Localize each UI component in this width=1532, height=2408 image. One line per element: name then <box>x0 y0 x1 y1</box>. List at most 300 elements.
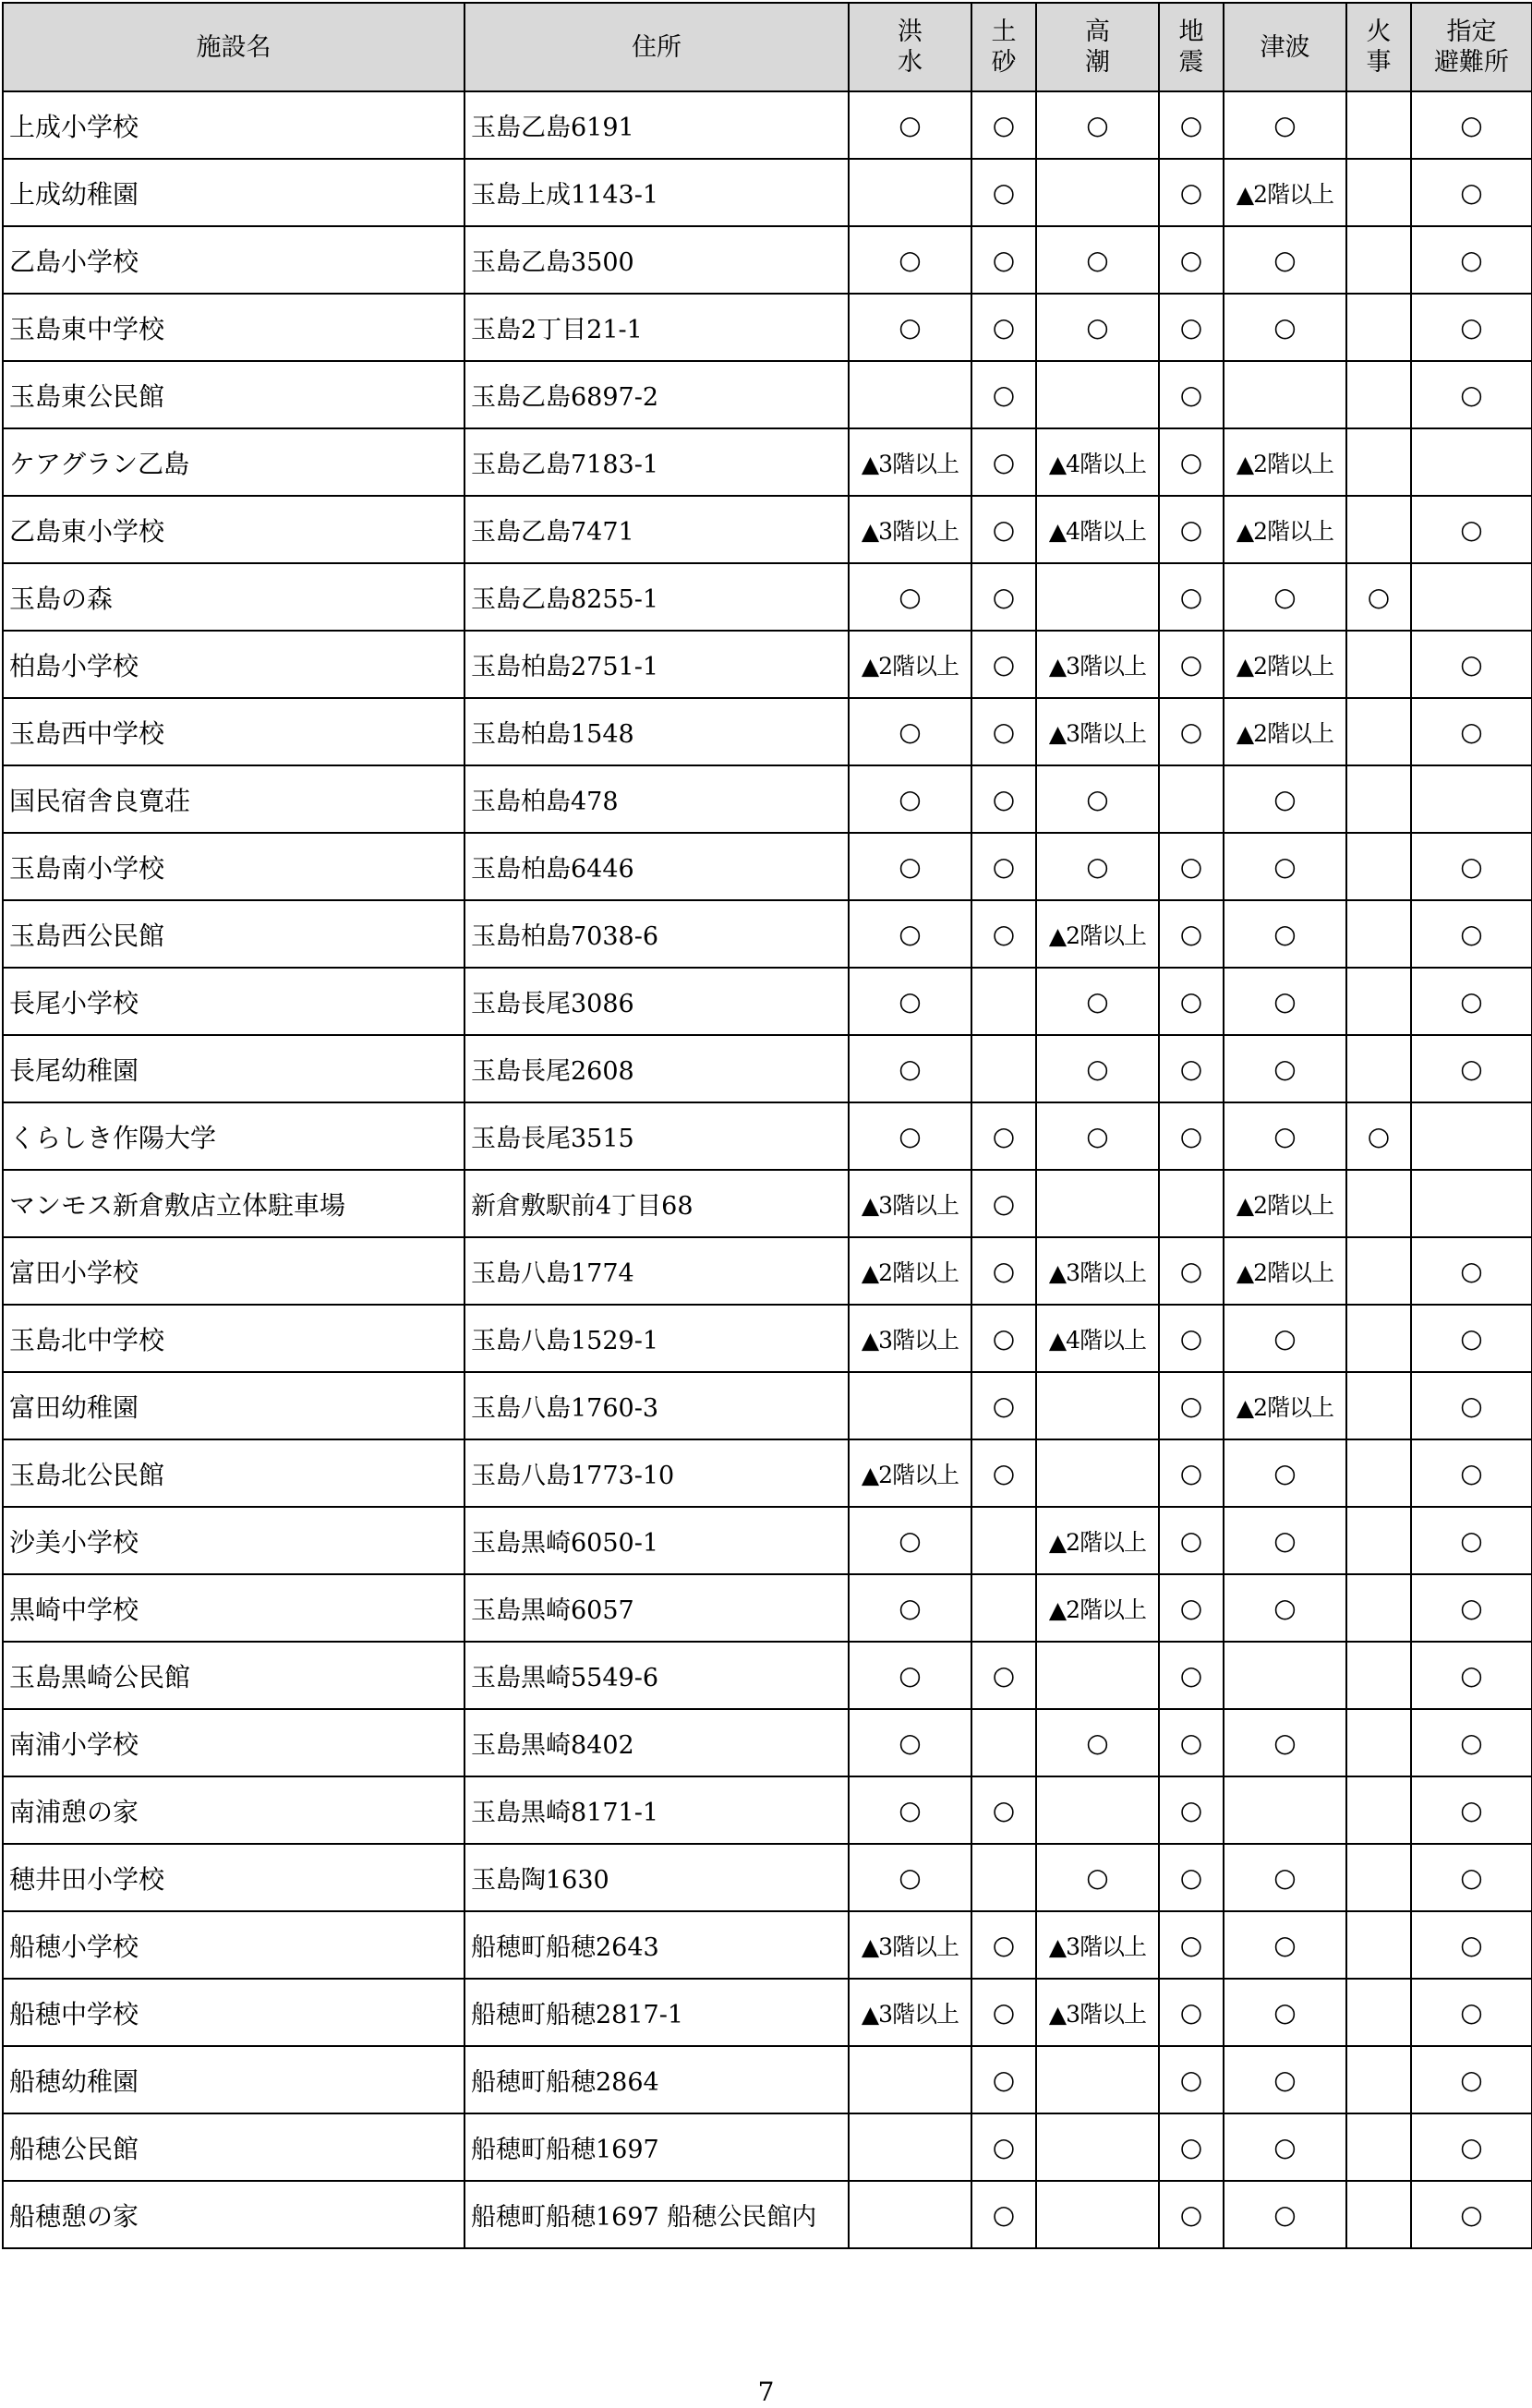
tsunami-cell: ○ <box>1224 91 1346 159</box>
flood-cell: ○ <box>849 226 971 294</box>
fire-cell <box>1346 1642 1411 1709</box>
earthquake-cell: ○ <box>1159 1237 1224 1305</box>
fire-cell <box>1346 833 1411 900</box>
flood-cell <box>849 2181 971 2248</box>
header-label-line: 潮 <box>1085 48 1110 77</box>
table-row <box>3 2181 1532 2248</box>
storm-surge-cell <box>1036 1642 1159 1709</box>
header-label-line: 水 <box>898 48 923 77</box>
address-cell: 玉島乙島7471 <box>464 496 849 563</box>
address-cell: 玉島乙島6897-2 <box>464 361 849 428</box>
landslide-cell: ○ <box>971 765 1036 833</box>
tsunami-cell: ○ <box>1224 1035 1346 1102</box>
landslide-cell: ○ <box>971 1170 1036 1237</box>
fire-cell <box>1346 1844 1411 1911</box>
tsunami-cell: ○ <box>1224 1979 1346 2046</box>
earthquake-cell: ○ <box>1159 1844 1224 1911</box>
earthquake-cell: ○ <box>1159 1372 1224 1439</box>
designated-shelter-cell <box>1411 563 1532 631</box>
designated-shelter-cell: ○ <box>1411 968 1532 1035</box>
tsunami-cell: ○ <box>1224 968 1346 1035</box>
landslide-cell: ○ <box>971 1776 1036 1844</box>
flood-cell: ○ <box>849 698 971 765</box>
facility-name-cell: 船穂公民館 <box>3 2113 464 2181</box>
landslide-cell: ○ <box>971 91 1036 159</box>
table-row <box>3 900 1532 968</box>
earthquake-cell: ○ <box>1159 361 1224 428</box>
earthquake-cell: ○ <box>1159 631 1224 698</box>
flood-cell: ▲3階以上 <box>849 1911 971 1979</box>
landslide-cell: ○ <box>971 2046 1036 2113</box>
flood-cell <box>849 2113 971 2181</box>
facility-name-cell: 上成小学校 <box>3 91 464 159</box>
landslide-cell: ○ <box>971 1979 1036 2046</box>
flood-cell <box>849 159 971 226</box>
landslide-cell: ○ <box>971 1305 1036 1372</box>
earthquake-cell <box>1159 1170 1224 1237</box>
address-cell: 玉島乙島7183-1 <box>464 428 849 496</box>
storm-surge-cell: ▲3階以上 <box>1036 631 1159 698</box>
earthquake-cell: ○ <box>1159 91 1224 159</box>
storm-surge-cell: ▲3階以上 <box>1036 1911 1159 1979</box>
fire-cell: ○ <box>1346 563 1411 631</box>
storm-surge-cell: ○ <box>1036 1709 1159 1776</box>
table-row <box>3 2113 1532 2181</box>
fire-cell: ○ <box>1346 1102 1411 1170</box>
flood-cell: ○ <box>849 1844 971 1911</box>
flood-cell <box>849 2046 971 2113</box>
landslide-cell: ○ <box>971 159 1036 226</box>
fire-cell <box>1346 1305 1411 1372</box>
storm-surge-cell: ○ <box>1036 833 1159 900</box>
designated-shelter-cell: ○ <box>1411 1305 1532 1372</box>
header-designated-shelter <box>1411 3 1532 91</box>
tsunami-cell: ○ <box>1224 1911 1346 1979</box>
facility-name-cell: 玉島東中学校 <box>3 294 464 361</box>
tsunami-cell: ○ <box>1224 1507 1346 1574</box>
header-label-line: 高 <box>1085 18 1110 46</box>
table-row <box>3 698 1532 765</box>
address-cell: 玉島柏島7038-6 <box>464 900 849 968</box>
facility-name-cell: 玉島東公民館 <box>3 361 464 428</box>
earthquake-cell: ○ <box>1159 1574 1224 1642</box>
facility-name-cell: 南浦憩の家 <box>3 1776 464 1844</box>
designated-shelter-cell: ○ <box>1411 159 1532 226</box>
landslide-cell <box>971 1574 1036 1642</box>
header-label-line: 地 <box>1178 18 1204 46</box>
tsunami-cell: ○ <box>1224 833 1346 900</box>
tsunami-cell: ▲2階以上 <box>1224 159 1346 226</box>
evacuation-facility-table <box>2 2 1532 2249</box>
designated-shelter-cell: ○ <box>1411 1237 1532 1305</box>
flood-cell: ▲2階以上 <box>849 1237 971 1305</box>
designated-shelter-cell <box>1411 1170 1532 1237</box>
facility-name-cell: 玉島の森 <box>3 563 464 631</box>
table-row <box>3 1642 1532 1709</box>
flood-cell: ○ <box>849 765 971 833</box>
tsunami-cell: ○ <box>1224 2113 1346 2181</box>
storm-surge-cell: ○ <box>1036 1844 1159 1911</box>
flood-cell: ○ <box>849 563 971 631</box>
flood-cell: ○ <box>849 1776 971 1844</box>
facility-name-cell: 富田小学校 <box>3 1237 464 1305</box>
landslide-cell: ○ <box>971 563 1036 631</box>
earthquake-cell: ○ <box>1159 1642 1224 1709</box>
address-cell: 玉島黒崎6050-1 <box>464 1507 849 1574</box>
header-address: 住所 <box>464 3 849 91</box>
earthquake-cell: ○ <box>1159 2046 1224 2113</box>
designated-shelter-cell: ○ <box>1411 1574 1532 1642</box>
designated-shelter-cell: ○ <box>1411 2113 1532 2181</box>
designated-shelter-cell: ○ <box>1411 496 1532 563</box>
table-row <box>3 968 1532 1035</box>
tsunami-cell: ○ <box>1224 1844 1346 1911</box>
storm-surge-cell <box>1036 1372 1159 1439</box>
earthquake-cell: ○ <box>1159 428 1224 496</box>
tsunami-cell: ▲2階以上 <box>1224 1170 1346 1237</box>
storm-surge-cell <box>1036 1439 1159 1507</box>
flood-cell: ▲3階以上 <box>849 1305 971 1372</box>
flood-cell: ▲3階以上 <box>849 1170 971 1237</box>
fire-cell <box>1346 1574 1411 1642</box>
header-tsunami <box>1224 3 1346 91</box>
facility-name-cell: 上成幼稚園 <box>3 159 464 226</box>
flood-cell: ○ <box>849 1574 971 1642</box>
landslide-cell: ○ <box>971 1237 1036 1305</box>
tsunami-cell: ○ <box>1224 765 1346 833</box>
table-row <box>3 2046 1532 2113</box>
earthquake-cell: ○ <box>1159 2181 1224 2248</box>
storm-surge-cell: ▲3階以上 <box>1036 1237 1159 1305</box>
page-number: 7 <box>757 2377 775 2407</box>
earthquake-cell: ○ <box>1159 833 1224 900</box>
header-label-line: 事 <box>1366 48 1392 77</box>
table-header-row <box>3 3 1532 91</box>
flood-cell: ○ <box>849 91 971 159</box>
designated-shelter-cell: ○ <box>1411 1372 1532 1439</box>
storm-surge-cell: ○ <box>1036 1035 1159 1102</box>
address-cell: 玉島柏島1548 <box>464 698 849 765</box>
table-row <box>3 1237 1532 1305</box>
facility-name-cell: 柏島小学校 <box>3 631 464 698</box>
landslide-cell <box>971 968 1036 1035</box>
address-cell: 玉島黒崎6057 <box>464 1574 849 1642</box>
landslide-cell: ○ <box>971 1372 1036 1439</box>
designated-shelter-cell: ○ <box>1411 2181 1532 2248</box>
storm-surge-cell <box>1036 1170 1159 1237</box>
table-row <box>3 159 1532 226</box>
landslide-cell: ○ <box>971 496 1036 563</box>
table-row <box>3 1574 1532 1642</box>
tsunami-cell: ▲2階以上 <box>1224 1237 1346 1305</box>
facility-name-cell: 玉島西中学校 <box>3 698 464 765</box>
earthquake-cell: ○ <box>1159 1979 1224 2046</box>
landslide-cell <box>971 1844 1036 1911</box>
table-row <box>3 1911 1532 1979</box>
landslide-cell: ○ <box>971 226 1036 294</box>
flood-cell: ○ <box>849 1709 971 1776</box>
designated-shelter-cell: ○ <box>1411 698 1532 765</box>
table-row <box>3 496 1532 563</box>
header-label-line: 避難所 <box>1434 48 1509 77</box>
table-row <box>3 631 1532 698</box>
storm-surge-cell: ▲4階以上 <box>1036 496 1159 563</box>
earthquake-cell: ○ <box>1159 1035 1224 1102</box>
designated-shelter-cell: ○ <box>1411 1439 1532 1507</box>
storm-surge-cell <box>1036 2046 1159 2113</box>
address-cell: 玉島黒崎5549-6 <box>464 1642 849 1709</box>
storm-surge-cell <box>1036 361 1159 428</box>
table-body <box>3 91 1532 2248</box>
earthquake-cell: ○ <box>1159 1305 1224 1372</box>
address-cell: 玉島八島1760-3 <box>464 1372 849 1439</box>
facility-name-cell: 船穂幼稚園 <box>3 2046 464 2113</box>
storm-surge-cell: ▲2階以上 <box>1036 1507 1159 1574</box>
storm-surge-cell: ○ <box>1036 294 1159 361</box>
earthquake-cell: ○ <box>1159 2113 1224 2181</box>
address-cell: 玉島八島1773-10 <box>464 1439 849 1507</box>
earthquake-cell: ○ <box>1159 1507 1224 1574</box>
designated-shelter-cell: ○ <box>1411 631 1532 698</box>
facility-name-cell: 長尾小学校 <box>3 968 464 1035</box>
address-cell: 船穂町船穂2864 <box>464 2046 849 2113</box>
landslide-cell: ○ <box>971 2181 1036 2248</box>
facility-name-cell: 玉島黒崎公民館 <box>3 1642 464 1709</box>
tsunami-cell: ○ <box>1224 2046 1346 2113</box>
address-cell: 新倉敷駅前4丁目68 <box>464 1170 849 1237</box>
designated-shelter-cell: ○ <box>1411 294 1532 361</box>
landslide-cell: ○ <box>971 833 1036 900</box>
earthquake-cell: ○ <box>1159 496 1224 563</box>
facility-name-cell: 玉島北中学校 <box>3 1305 464 1372</box>
fire-cell <box>1346 2181 1411 2248</box>
storm-surge-cell: ○ <box>1036 968 1159 1035</box>
table-row <box>3 1844 1532 1911</box>
facility-name-cell: 富田幼稚園 <box>3 1372 464 1439</box>
earthquake-cell: ○ <box>1159 563 1224 631</box>
landslide-cell <box>971 1507 1036 1574</box>
address-cell: 玉島陶1630 <box>464 1844 849 1911</box>
fire-cell <box>1346 159 1411 226</box>
landslide-cell: ○ <box>971 361 1036 428</box>
landslide-cell: ○ <box>971 1102 1036 1170</box>
facility-name-cell: くらしき作陽大学 <box>3 1102 464 1170</box>
facility-name-cell: 長尾幼稚園 <box>3 1035 464 1102</box>
storm-surge-cell <box>1036 159 1159 226</box>
header-landslide <box>971 3 1036 91</box>
designated-shelter-cell: ○ <box>1411 1642 1532 1709</box>
facility-name-cell: 玉島西公民館 <box>3 900 464 968</box>
address-cell: 玉島柏島6446 <box>464 833 849 900</box>
designated-shelter-cell: ○ <box>1411 1507 1532 1574</box>
tsunami-cell: ○ <box>1224 900 1346 968</box>
fire-cell <box>1346 496 1411 563</box>
address-cell: 玉島乙島6191 <box>464 91 849 159</box>
designated-shelter-cell: ○ <box>1411 1709 1532 1776</box>
designated-shelter-cell: ○ <box>1411 91 1532 159</box>
header-label-line: 津波 <box>1260 32 1310 62</box>
storm-surge-cell: ○ <box>1036 1102 1159 1170</box>
flood-cell: ▲3階以上 <box>849 1979 971 2046</box>
tsunami-cell: ○ <box>1224 563 1346 631</box>
fire-cell <box>1346 1372 1411 1439</box>
facility-name-cell: 玉島南小学校 <box>3 833 464 900</box>
earthquake-cell: ○ <box>1159 1709 1224 1776</box>
landslide-cell: ○ <box>971 428 1036 496</box>
address-cell: 船穂町船穂2817-1 <box>464 1979 849 2046</box>
facility-name-cell: 玉島北公民館 <box>3 1439 464 1507</box>
earthquake-cell: ○ <box>1159 1776 1224 1844</box>
landslide-cell: ○ <box>971 294 1036 361</box>
header-fire <box>1346 3 1411 91</box>
earthquake-cell: ○ <box>1159 1911 1224 1979</box>
address-cell: 玉島長尾3086 <box>464 968 849 1035</box>
tsunami-cell <box>1224 1642 1346 1709</box>
tsunami-cell: ▲2階以上 <box>1224 631 1346 698</box>
earthquake-cell: ○ <box>1159 1439 1224 1507</box>
storm-surge-cell: ▲3階以上 <box>1036 1979 1159 2046</box>
designated-shelter-cell: ○ <box>1411 1776 1532 1844</box>
designated-shelter-cell: ○ <box>1411 1979 1532 2046</box>
landslide-cell: ○ <box>971 2113 1036 2181</box>
flood-cell <box>849 361 971 428</box>
table-row <box>3 1102 1532 1170</box>
header-label-line: 指定 <box>1446 18 1497 46</box>
facility-name-cell: 乙島小学校 <box>3 226 464 294</box>
designated-shelter-cell: ○ <box>1411 2046 1532 2113</box>
facility-name-cell: 乙島東小学校 <box>3 496 464 563</box>
tsunami-cell: ○ <box>1224 1305 1346 1372</box>
tsunami-cell: ○ <box>1224 2181 1346 2248</box>
flood-cell: ○ <box>849 1035 971 1102</box>
table-row <box>3 765 1532 833</box>
designated-shelter-cell: ○ <box>1411 226 1532 294</box>
tsunami-cell: ▲2階以上 <box>1224 496 1346 563</box>
fire-cell <box>1346 1776 1411 1844</box>
landslide-cell: ○ <box>971 698 1036 765</box>
tsunami-cell: ○ <box>1224 294 1346 361</box>
header-label-line: 震 <box>1178 48 1204 77</box>
address-cell: 玉島八島1774 <box>464 1237 849 1305</box>
landslide-cell <box>971 1709 1036 1776</box>
fire-cell <box>1346 1709 1411 1776</box>
tsunami-cell: ▲2階以上 <box>1224 428 1346 496</box>
fire-cell <box>1346 226 1411 294</box>
flood-cell: ○ <box>849 1102 971 1170</box>
address-cell: 玉島黒崎8402 <box>464 1709 849 1776</box>
address-cell: 玉島八島1529-1 <box>464 1305 849 1372</box>
table-row <box>3 1035 1532 1102</box>
landslide-cell <box>971 1035 1036 1102</box>
facility-name-cell: 船穂憩の家 <box>3 2181 464 2248</box>
landslide-cell: ○ <box>971 1642 1036 1709</box>
designated-shelter-cell: ○ <box>1411 1035 1532 1102</box>
landslide-cell: ○ <box>971 631 1036 698</box>
landslide-cell: ○ <box>971 900 1036 968</box>
flood-cell: ▲3階以上 <box>849 428 971 496</box>
fire-cell <box>1346 428 1411 496</box>
facility-name-cell: 南浦小学校 <box>3 1709 464 1776</box>
storm-surge-cell: ▲4階以上 <box>1036 1305 1159 1372</box>
fire-cell <box>1346 1439 1411 1507</box>
fire-cell <box>1346 1237 1411 1305</box>
header-label-line: 砂 <box>991 48 1017 77</box>
tsunami-cell: ○ <box>1224 226 1346 294</box>
earthquake-cell: ○ <box>1159 226 1224 294</box>
earthquake-cell: ○ <box>1159 698 1224 765</box>
header-label-line: 土 <box>991 18 1017 46</box>
address-cell: 船穂町船穂1697 <box>464 2113 849 2181</box>
fire-cell <box>1346 1507 1411 1574</box>
tsunami-cell: ▲2階以上 <box>1224 698 1346 765</box>
header-storm-surge <box>1036 3 1159 91</box>
storm-surge-cell: ▲4階以上 <box>1036 428 1159 496</box>
address-cell: 玉島乙島8255-1 <box>464 563 849 631</box>
flood-cell <box>849 1372 971 1439</box>
table-row <box>3 833 1532 900</box>
flood-cell: ○ <box>849 968 971 1035</box>
storm-surge-cell: ○ <box>1036 91 1159 159</box>
facility-name-cell: 沙美小学校 <box>3 1507 464 1574</box>
flood-cell: ○ <box>849 900 971 968</box>
fire-cell <box>1346 1979 1411 2046</box>
storm-surge-cell: ○ <box>1036 765 1159 833</box>
address-cell: 玉島長尾2608 <box>464 1035 849 1102</box>
address-cell: 玉島柏島2751-1 <box>464 631 849 698</box>
earthquake-cell: ○ <box>1159 968 1224 1035</box>
table-row <box>3 361 1532 428</box>
table-row <box>3 1979 1532 2046</box>
fire-cell <box>1346 1911 1411 1979</box>
flood-cell: ▲2階以上 <box>849 631 971 698</box>
storm-surge-cell <box>1036 563 1159 631</box>
fire-cell <box>1346 900 1411 968</box>
facility-name-cell: ケアグラン乙島 <box>3 428 464 496</box>
facility-name-cell: 穂井田小学校 <box>3 1844 464 1911</box>
header-flood <box>849 3 971 91</box>
address-cell: 玉島上成1143-1 <box>464 159 849 226</box>
designated-shelter-cell: ○ <box>1411 1911 1532 1979</box>
flood-cell: ○ <box>849 833 971 900</box>
fire-cell <box>1346 968 1411 1035</box>
tsunami-cell: ○ <box>1224 1709 1346 1776</box>
fire-cell <box>1346 1035 1411 1102</box>
header-facility-name: 施設名 <box>3 3 464 91</box>
landslide-cell: ○ <box>971 1911 1036 1979</box>
tsunami-cell <box>1224 361 1346 428</box>
table-row <box>3 1372 1532 1439</box>
storm-surge-cell: ○ <box>1036 226 1159 294</box>
designated-shelter-cell <box>1411 428 1532 496</box>
address-cell: 玉島長尾3515 <box>464 1102 849 1170</box>
address-cell: 船穂町船穂1697 船穂公民館内 <box>464 2181 849 2248</box>
address-cell: 玉島2丁目21-1 <box>464 294 849 361</box>
flood-cell: ▲2階以上 <box>849 1439 971 1507</box>
header-earthquake <box>1159 3 1224 91</box>
fire-cell <box>1346 765 1411 833</box>
facility-name-cell: 国民宿舎良寛荘 <box>3 765 464 833</box>
table-row <box>3 1439 1532 1507</box>
facility-name-cell: マンモス新倉敷店立体駐車場 <box>3 1170 464 1237</box>
earthquake-cell: ○ <box>1159 900 1224 968</box>
storm-surge-cell: ▲2階以上 <box>1036 1574 1159 1642</box>
header-label-line: 洪 <box>898 18 923 46</box>
table-row <box>3 1305 1532 1372</box>
table-row <box>3 294 1532 361</box>
earthquake-cell <box>1159 765 1224 833</box>
earthquake-cell: ○ <box>1159 294 1224 361</box>
tsunami-cell <box>1224 1776 1346 1844</box>
